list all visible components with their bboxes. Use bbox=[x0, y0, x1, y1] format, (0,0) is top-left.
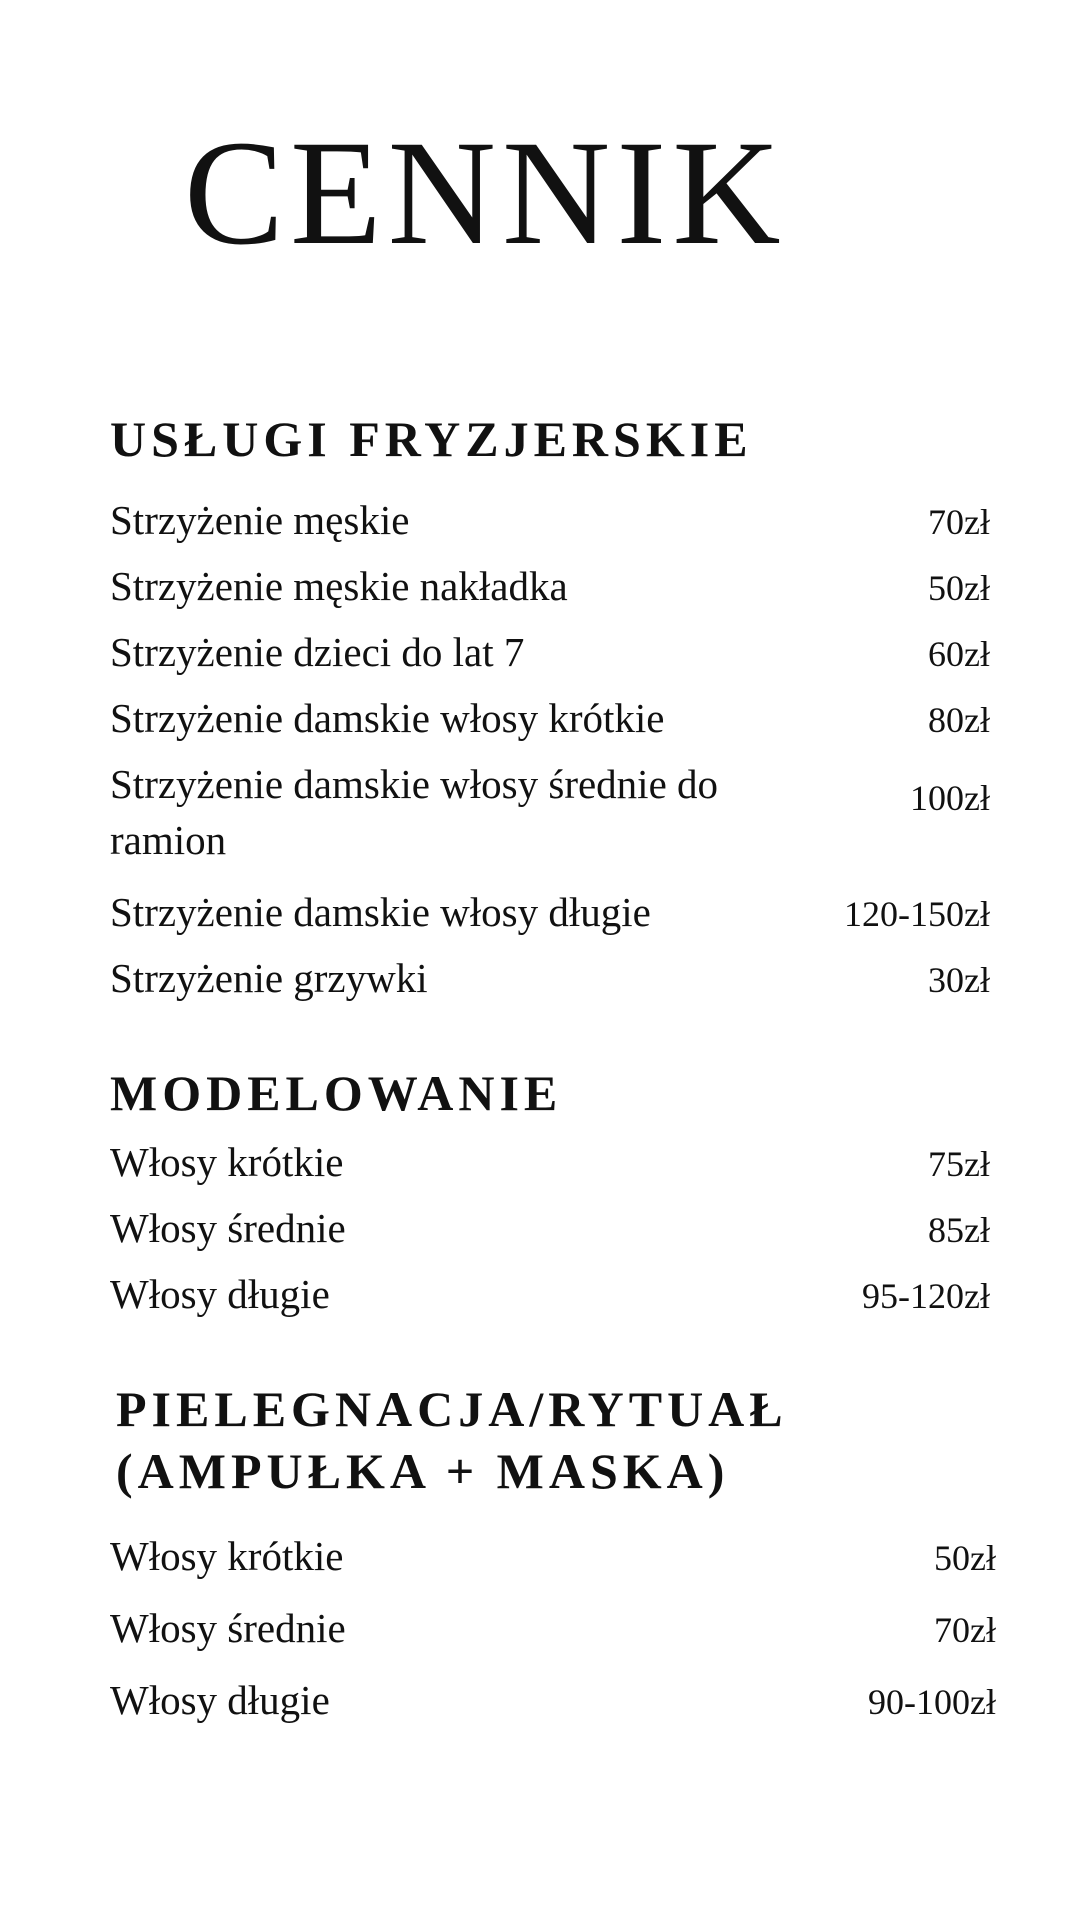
section-styling bbox=[110, 1062, 990, 1332]
section-hairdressing bbox=[110, 408, 990, 1016]
service-price: 90-100zł bbox=[868, 1682, 996, 1722]
list-item bbox=[110, 884, 990, 950]
service-price: 70zł bbox=[928, 502, 990, 542]
service-name: Strzyżenie damskie włosy krótkie bbox=[110, 695, 665, 741]
list-item bbox=[110, 558, 990, 624]
service-price: 70zł bbox=[934, 1610, 996, 1650]
section-care-ritual bbox=[110, 1378, 996, 1744]
list-item bbox=[110, 492, 990, 558]
section-heading: USŁUGI FRYZJERSKIE bbox=[110, 411, 753, 467]
service-price: 60zł bbox=[928, 634, 990, 674]
service-name: Strzyżenie damskie włosy długie bbox=[110, 889, 651, 935]
service-name: Włosy krótkie bbox=[110, 1533, 344, 1579]
section-heading: PIELEGNACJA/RYTUAŁ (AMPUŁKA + MASKA) bbox=[116, 1381, 788, 1499]
service-name: Strzyżenie męskie bbox=[110, 497, 410, 543]
list-item bbox=[110, 624, 990, 690]
service-price: 95-120zł bbox=[862, 1276, 990, 1316]
service-price: 50zł bbox=[928, 568, 990, 608]
list-item bbox=[110, 950, 990, 1016]
list-item bbox=[110, 1672, 996, 1744]
service-name: Włosy długie bbox=[110, 1677, 330, 1723]
list-item bbox=[110, 1528, 996, 1600]
service-price: 80zł bbox=[928, 700, 990, 740]
service-name: Strzyżenie grzywki bbox=[110, 955, 428, 1001]
page-title: CENNIK bbox=[184, 110, 787, 276]
service-price: 100zł bbox=[910, 778, 990, 818]
service-name: Włosy długie bbox=[110, 1271, 330, 1317]
service-name: Strzyżenie męskie nakładka bbox=[110, 563, 568, 609]
service-price: 30zł bbox=[928, 960, 990, 1000]
list-item bbox=[110, 756, 990, 884]
list-item bbox=[110, 1134, 990, 1200]
service-price: 120-150zł bbox=[844, 894, 990, 934]
list-item bbox=[110, 1600, 996, 1672]
list-item bbox=[110, 1266, 990, 1332]
service-name: Włosy średnie bbox=[110, 1205, 346, 1251]
service-price: 75zł bbox=[928, 1144, 990, 1184]
section-heading: MODELOWANIE bbox=[110, 1065, 563, 1121]
service-price: 50zł bbox=[934, 1538, 996, 1578]
list-item bbox=[110, 690, 990, 756]
list-item bbox=[110, 1200, 990, 1266]
service-name: Strzyżenie damskie włosy średnie do ramion bbox=[110, 761, 719, 863]
service-name: Strzyżenie dzieci do lat 7 bbox=[110, 629, 525, 675]
service-price: 85zł bbox=[928, 1210, 990, 1250]
service-name: Włosy krótkie bbox=[110, 1139, 344, 1185]
service-name: Włosy średnie bbox=[110, 1605, 346, 1651]
